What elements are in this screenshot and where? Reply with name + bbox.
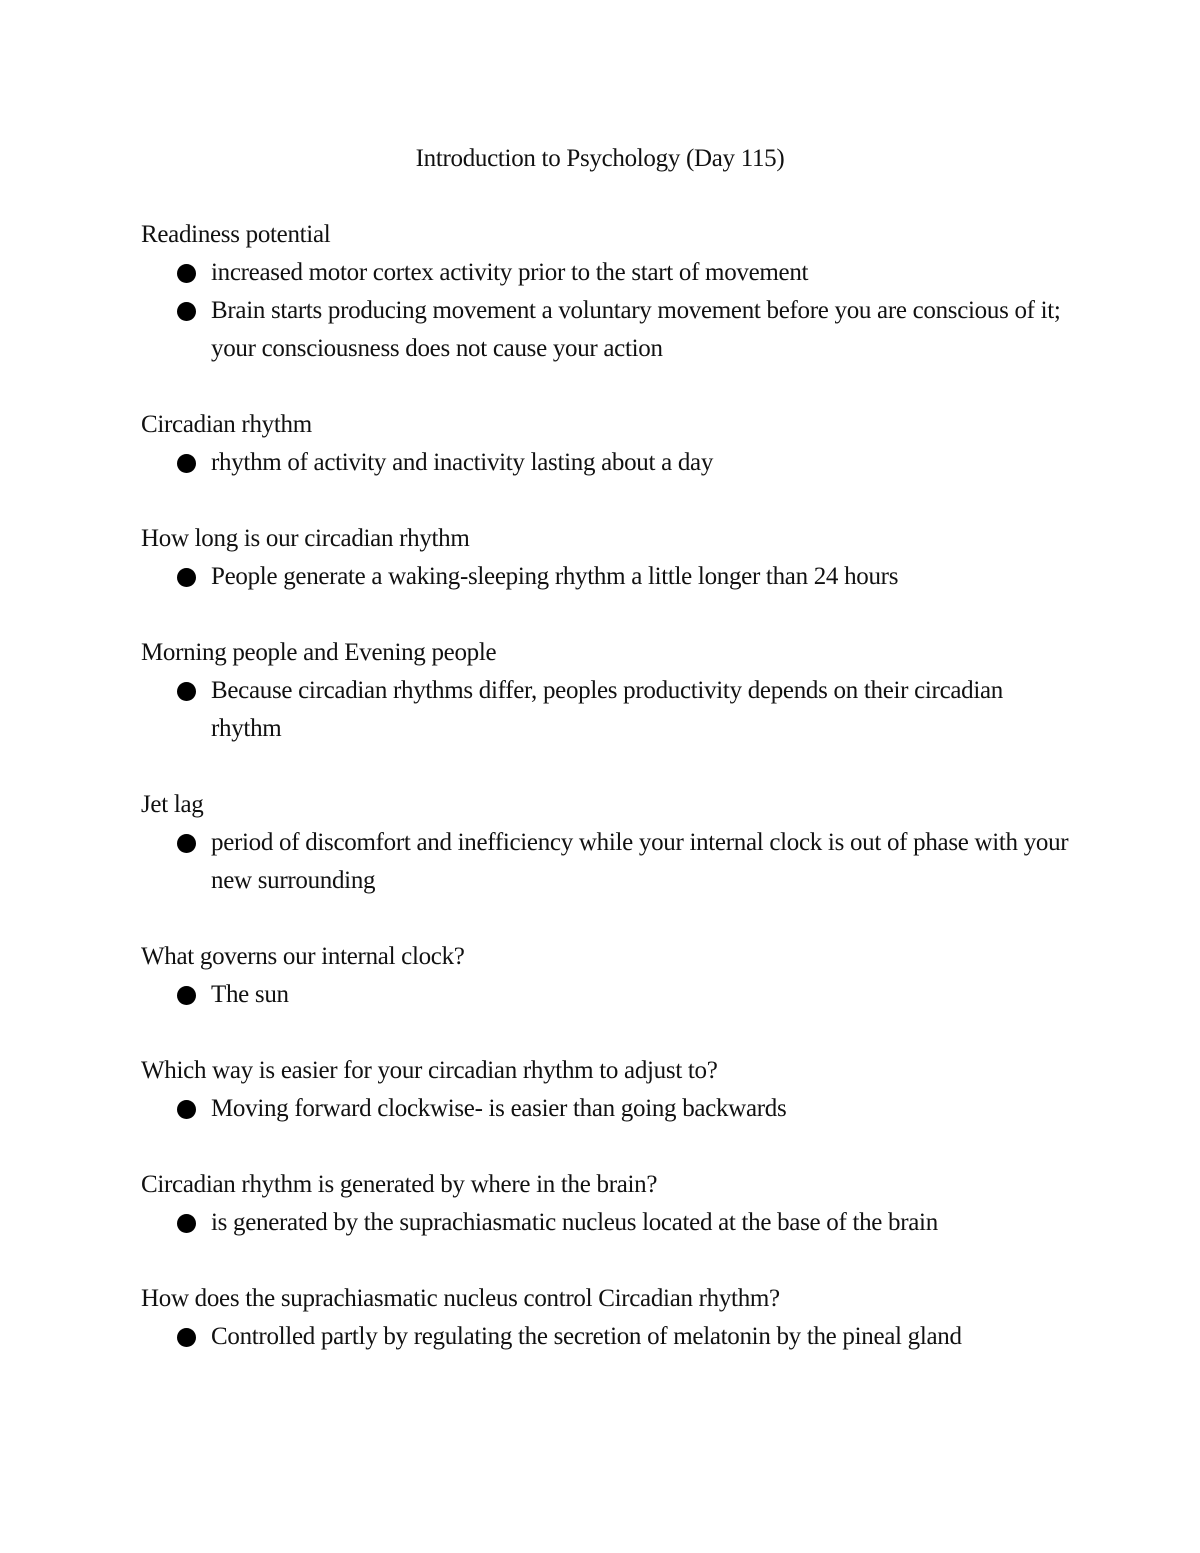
- bullet-icon: [177, 986, 196, 1005]
- note-section: [141, 1166, 1071, 1242]
- note-points: [141, 672, 1071, 748]
- note-points: [141, 254, 1071, 368]
- note-section: [141, 406, 1071, 482]
- note-term: Morning people and Evening people: [141, 639, 497, 666]
- note-term: What governs our internal clock?: [141, 943, 465, 970]
- bullet-icon: [177, 454, 196, 473]
- note-points: [141, 444, 1071, 482]
- note-section: [141, 216, 1071, 368]
- note-section: [141, 520, 1071, 596]
- note-point-text: increased motor cortex activity prior to the start of movement: [211, 259, 809, 286]
- note-point-text: is generated by the suprachiasmatic nucleus located at the base of the brain: [211, 1209, 938, 1236]
- note-point: [141, 1090, 1071, 1128]
- note-points: [141, 558, 1071, 596]
- note-point-text: Moving forward clockwise- is easier than going backwards: [211, 1095, 787, 1122]
- note-term: How does the suprachiasmatic nucleus control Circadian rhythm?: [141, 1285, 780, 1312]
- note-term: Jet lag: [141, 791, 204, 818]
- bullet-icon: [177, 568, 196, 587]
- note-point-text: Brain starts producing movement a voluntary movement before you are conscious of it; your consciousness does not cause your action: [211, 297, 1061, 362]
- note-point: [141, 292, 1071, 368]
- bullet-icon: [177, 682, 196, 701]
- note-section: [141, 938, 1071, 1014]
- note-term: Readiness potential: [141, 221, 331, 248]
- note-section: [141, 1280, 1071, 1356]
- note-point: [141, 1318, 1071, 1356]
- bullet-icon: [177, 1100, 196, 1119]
- note-point-text: rhythm of activity and inactivity lasting about a day: [211, 449, 714, 476]
- note-term: Circadian rhythm: [141, 411, 312, 438]
- note-point: [141, 672, 1071, 748]
- note-term: How long is our circadian rhythm: [141, 525, 470, 552]
- note-point: [141, 558, 1071, 596]
- note-term: Circadian rhythm is generated by where in the brain?: [141, 1171, 658, 1198]
- note-point: [141, 1204, 1071, 1242]
- page-title: Introduction to Psychology (Day 115): [415, 145, 785, 172]
- note-point-text: period of discomfort and inefficiency while your internal clock is out of phase with your new surrounding: [211, 829, 1069, 894]
- bullet-icon: [177, 1214, 196, 1233]
- note-section: [141, 1052, 1071, 1128]
- note-point-text: The sun: [211, 981, 289, 1008]
- note-point-text: People generate a waking-sleeping rhythm a little longer than 24 hours: [211, 563, 899, 590]
- note-section: [141, 786, 1071, 900]
- bullet-icon: [177, 1328, 196, 1347]
- note-points: [141, 976, 1071, 1014]
- note-points: [141, 1090, 1071, 1128]
- note-point: [141, 444, 1071, 482]
- notes-body: [141, 216, 1071, 1394]
- note-points: [141, 1318, 1071, 1356]
- note-point: [141, 824, 1071, 900]
- note-point: [141, 976, 1071, 1014]
- note-point-text: Because circadian rhythms differ, peoples productivity depends on their circadian rhythm: [211, 677, 1004, 742]
- note-point: [141, 254, 1071, 292]
- note-points: [141, 824, 1071, 900]
- note-term: Which way is easier for your circadian rhythm to adjust to?: [141, 1057, 718, 1084]
- bullet-icon: [177, 302, 196, 321]
- note-point-text: Controlled partly by regulating the secretion of melatonin by the pineal gland: [211, 1323, 962, 1350]
- bullet-icon: [177, 264, 196, 283]
- note-points: [141, 1204, 1071, 1242]
- bullet-icon: [177, 834, 196, 853]
- note-section: [141, 634, 1071, 748]
